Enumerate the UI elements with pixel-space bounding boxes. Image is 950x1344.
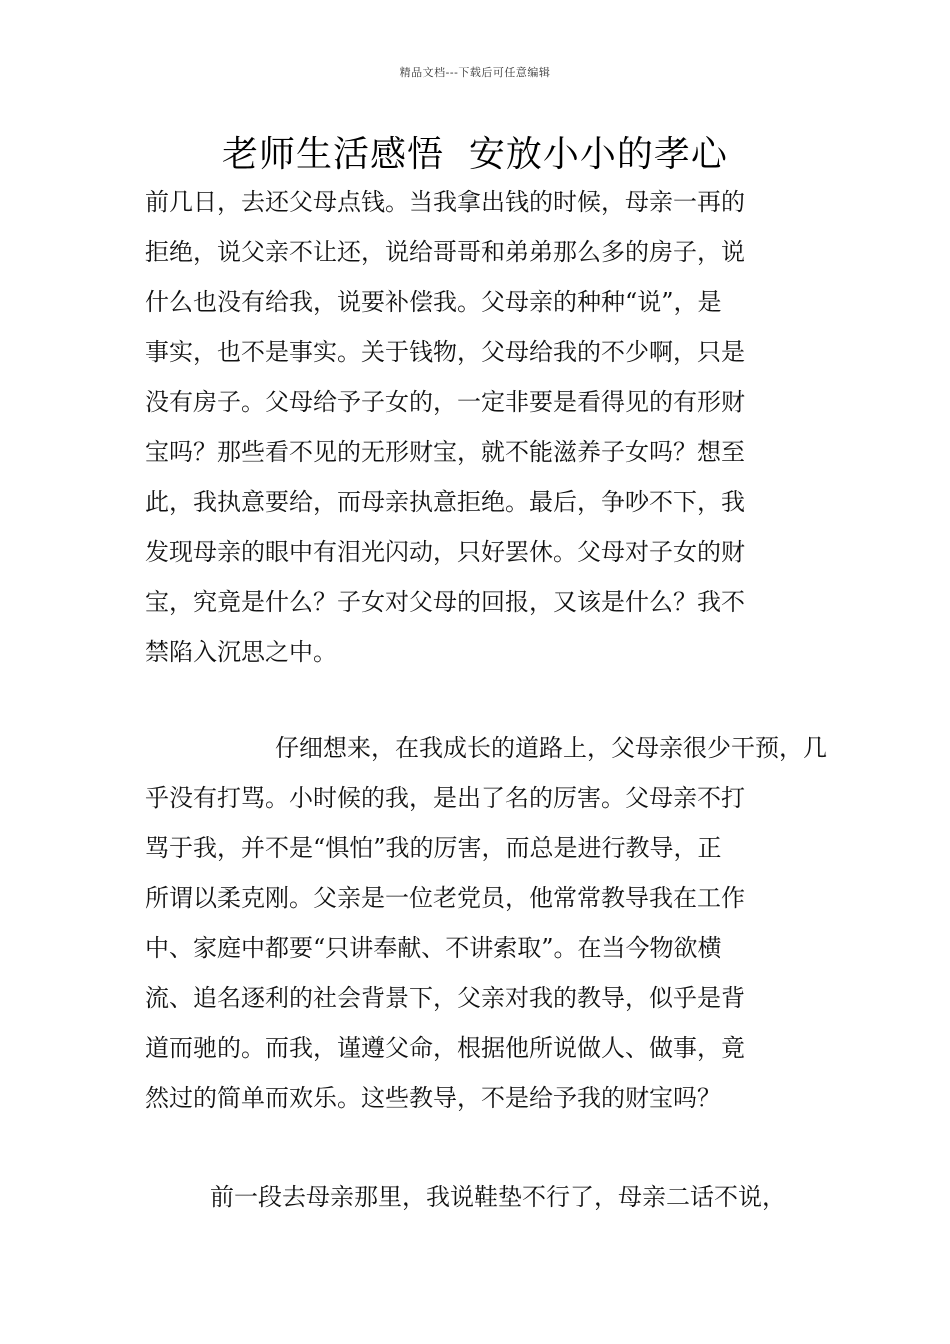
paragraph-line: 然过的简单而欢乐。这些教导，不是给予我的财宝吗？ — [145, 1084, 721, 1112]
paragraph-line: 此，我执意要给，而母亲执意拒绝。最后，争吵不下，我 — [145, 488, 745, 516]
paragraph-line: 拒绝，说父亲不让还，说给哥哥和弟弟那么多的房子，说 — [145, 238, 745, 266]
paragraph-line: 没有房子。父母给予子女的，一定非要是看得见的有形财 — [145, 388, 745, 416]
paragraph-line: 发现母亲的眼中有泪光闪动，只好罢休。父母对子女的财 — [145, 538, 745, 566]
paragraph-line: 前一段去母亲那里，我说鞋垫不行了，母亲二话不说， — [210, 1183, 786, 1211]
paragraph-1 — [145, 177, 825, 677]
paragraph-line: 宝吗？那些看不见的无形财宝，就不能滋养子女吗？想至 — [145, 438, 745, 466]
document-title: 老师生活感悟 安放小小的孝心 — [222, 134, 728, 175]
paragraph-line: 宝，究竟是什么？子女对父母的回报，又该是什么？我不 — [145, 588, 745, 616]
paragraph-line: 事实，也不是事实。关于钱物，父母给我的不少啊，只是 — [145, 338, 745, 366]
paragraph-line: 乎没有打骂。小时候的我，是出了名的厉害。父母亲不打 — [145, 784, 745, 812]
paragraph-2 — [145, 723, 825, 1123]
paragraph-line: 所谓以柔克刚。父亲是一位老党员，他常常教导我在工作 — [145, 884, 745, 912]
header-note: 精品文档---下载后可任意编辑 — [399, 66, 551, 79]
paragraph-line: 什么也没有给我，说要补偿我。父母亲的种种“说”，是 — [145, 288, 722, 316]
paragraph-line: 流、追名逐利的社会背景下，父亲对我的教导，似乎是背 — [145, 984, 745, 1012]
paragraph-line: 仔细想来，在我成长的道路上，父母亲很少干预，几 — [275, 734, 827, 762]
paragraph-line: 前几日，去还父母点钱。当我拿出钱的时候，母亲一再的 — [145, 188, 745, 216]
paragraph-line: 禁陷入沉思之中。 — [145, 638, 337, 666]
paragraph-line: 骂于我，并不是“惧怕”我的厉害，而总是进行教导，正 — [145, 834, 722, 862]
paragraph-3 — [145, 1172, 825, 1222]
paragraph-line: 中、家庭中都要“只讲奉献、不讲索取”。在当今物欲横 — [145, 934, 722, 962]
paragraph-line: 道而驰的。而我，谨遵父命，根据他所说做人、做事，竟 — [145, 1034, 745, 1062]
